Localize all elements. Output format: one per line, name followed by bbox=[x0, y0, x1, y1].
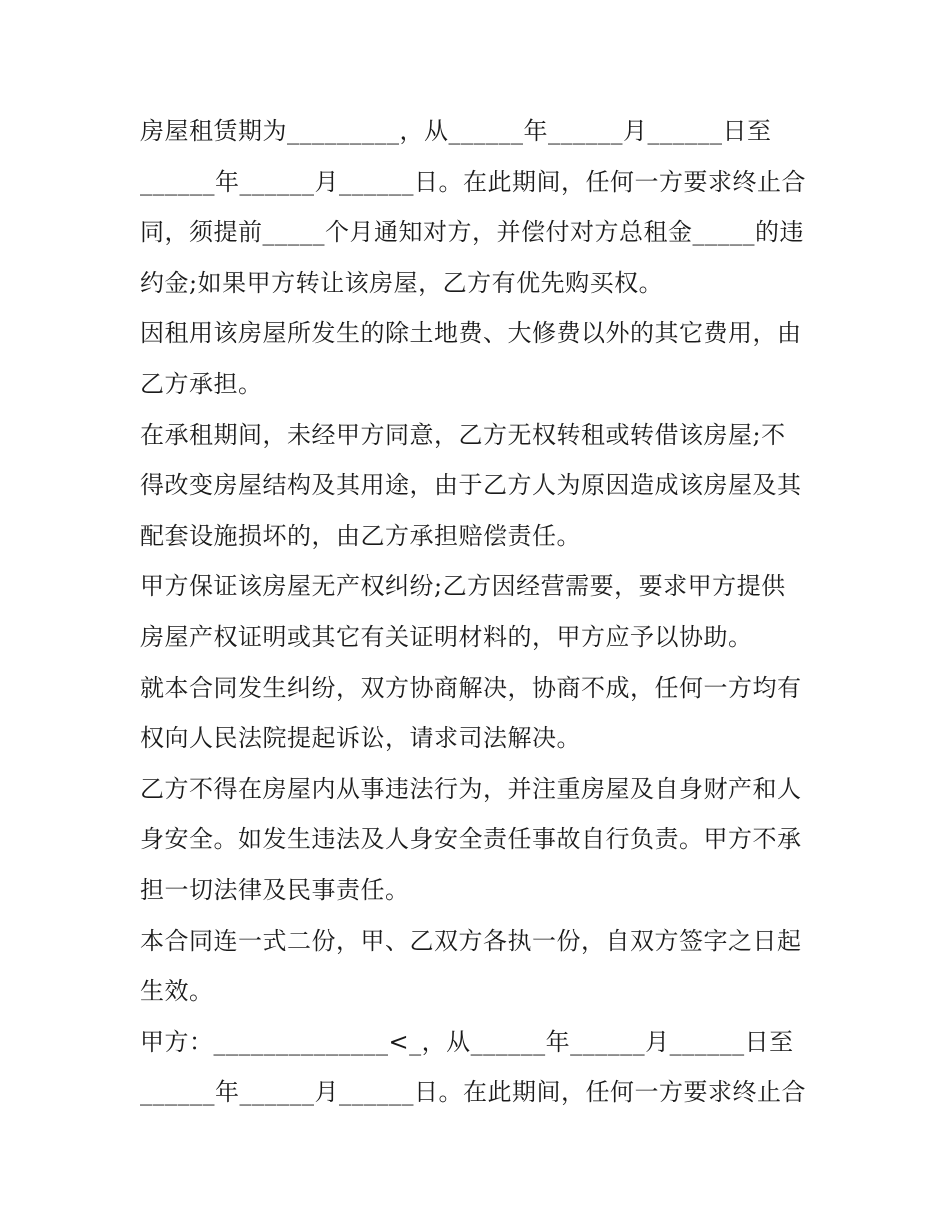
text-line: 就本合同发生纠纷，双方协商解决，协商不成，任何一方均有 bbox=[140, 673, 802, 702]
text-line: ______年______月______日。在此期间，任何一方要求终止合 bbox=[140, 1078, 806, 1107]
text-line: 配套设施损坏的，由乙方承担赔偿责任。 bbox=[140, 521, 581, 550]
text-line: 乙方不得在房屋内从事违法行为，并注重房屋及自身财产和人 bbox=[140, 774, 802, 803]
text-line: 在承租期间，未经甲方同意，乙方无权转租或转借该房屋;不 bbox=[140, 420, 786, 449]
text-line: 得改变房屋结构及其用途，由于乙方人为原因造成该房屋及其 bbox=[140, 471, 802, 500]
text-line: 房屋产权证明或其它有关证明材料的，甲方应予以协助。 bbox=[140, 622, 753, 651]
text-line: 乙方承担。 bbox=[140, 369, 263, 398]
text-line: 甲方：______________<_，从______年______月______日至 bbox=[140, 1027, 794, 1056]
text-line: 身安全。如发生违法及人身安全责任事故自行负责。甲方不承 bbox=[140, 825, 802, 854]
text-line: 甲方保证该房屋无产权纠纷;乙方因经营需要，要求甲方提供 bbox=[140, 572, 786, 601]
text-line: ______年______月______日。在此期间，任何一方要求终止合 bbox=[140, 167, 806, 196]
document-body bbox=[140, 106, 820, 1118]
text-line: 担一切法律及民事责任。 bbox=[140, 875, 410, 904]
text-line: 同，须提前_____个月通知对方，并偿付对方总租金_____的违 bbox=[140, 218, 804, 247]
text-line: 生效。 bbox=[140, 977, 214, 1006]
text-line: 权向人民法院提起诉讼，请求司法解决。 bbox=[140, 724, 581, 753]
text-line: 本合同连一式二份，甲、乙双方各执一份，自双方签字之日起 bbox=[140, 926, 802, 955]
text-line: 房屋租赁期为_________，从______年______月______日至 bbox=[140, 117, 772, 145]
text-line: 约金;如果甲方转让该房屋，乙方有优先购买权。 bbox=[140, 268, 664, 297]
text-line: 因租用该房屋所发生的除土地费、大修费以外的其它费用，由 bbox=[140, 319, 802, 348]
